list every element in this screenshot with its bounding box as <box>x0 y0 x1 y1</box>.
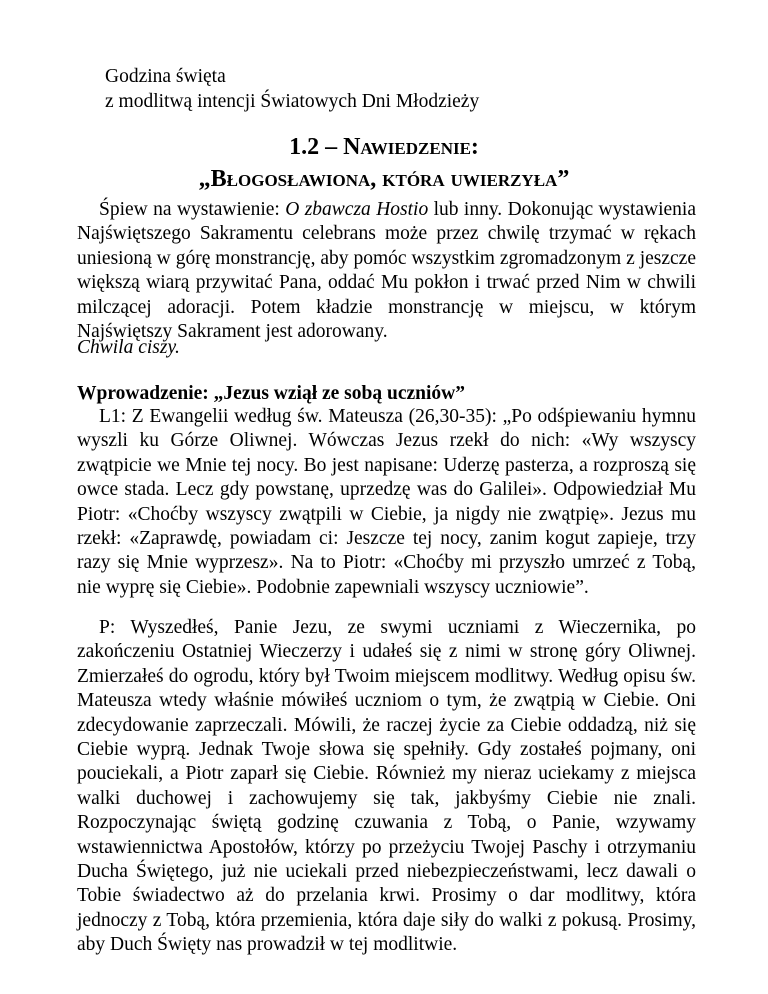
prayer-paragraph: P: Wyszedłeś, Panie Jezu, ze swymi uczniami z Wieczernika, po zakończeniu Ostatniej Wieczerzy i udałeś się z nimi w stronę góry Oliwnej. Zmierzałeś do ogrodu, który był Twoim miejscem modlitwy. Według opisu św. Mateusza wtedy właśnie mówiłeś uczniom o tym, że zwątpią w Ciebie. Oni zdecydowanie zaprzeczali. Mówili, że raczej życie za Ciebie oddadzą, niż się Ciebie wyprą. Jednak Twoje słowa się spełniły. Gdy zostałeś pojmany, oni pouciekali, a Piotr zaparł się Ciebie. Również my nieraz uciekamy z miejsca walki duchowej i zachowujemy się tak, jakbyśmy Ciebie nie znali. Rozpoczynając świętą godzinę czuwania z Tobą, o Panie, wzywamy wstawiennictwa Apostołów, którzy po przeżyciu Twojej Paschy i otrzymaniu Ducha Świętego, już nie uciekali przed niebezpieczeństwami, lecz dawali o Tobie świadectwo aż do przelania krwi. Prosimy o dar modlitwy, która jednoczy z Tobą, która przemienia, która daje siły do walki z pokusą. Prosimy, aby Duch Święty nas prowadził w tej modlitwie. <box>77 617 696 956</box>
header-line-1: Godzina święta <box>105 66 226 87</box>
section-subtitle: „Błogosławiona, która uwierzyła” <box>198 166 570 192</box>
section-title: 1.2 – Nawiedzenie: <box>289 134 479 160</box>
silence-note: Chwila ciszy. <box>77 337 180 358</box>
intro-paragraph <box>77 198 696 344</box>
header-line-2: z modlitwą intencji Światowych Dni Młodzieży <box>105 91 480 112</box>
intro-rest: lub inny. Dokonując wystawienia Najświętszego Sakramentu celebrans może przez chwilę trzymać w rękach uniesioną w górę monstrancję, aby pomóc wszystkim zgromadzonym z jeszcze większą wiarą przywitać Pana, oddać Mu pokłon i trwać przed Nim w chwili milczącej adoracji. Potem kładzie monstrancję w miejscu, w którym Najświętszy Sakrament jest adorowany. <box>77 199 696 343</box>
hymn-title: O zbawcza Hostio <box>285 199 429 220</box>
document-header <box>105 64 479 114</box>
gospel-reading: L1: Z Ewangelii według św. Mateusza (26,30-35): „Po odśpiewaniu hymnu wyszli ku Górze Oliwnej. Wówczas Jezus rzekł do nich: «Wy wszyscy zwątpicie we Mnie tej nocy. Bo jest napisane: Uderzę pasterza, a rozproszą się owce stada. Lecz gdy powstanę, uprzedzę was do Galilei». Odpowiedział Mu Piotr: «Choćby wszyscy zwątpili w Ciebie, ja nigdy nie zwątpię». Jezus mu rzekł: «Zaprawdę, powiadam ci: Jeszcze tej nocy, zanim kogut zapieje, trzy razy się Mnie wyprzesz». Na to Piotr: «Choćby mi przyszło umrzeć z Tobą, nie wyprę się Ciebie». Podobnie zapewniali wszyscy uczniowie”. <box>77 406 696 598</box>
intro-prefix: Śpiew na wystawienie: <box>99 199 286 220</box>
introduction-heading: Wprowadzenie: „Jezus wziął ze sobą uczniów” <box>77 383 465 404</box>
